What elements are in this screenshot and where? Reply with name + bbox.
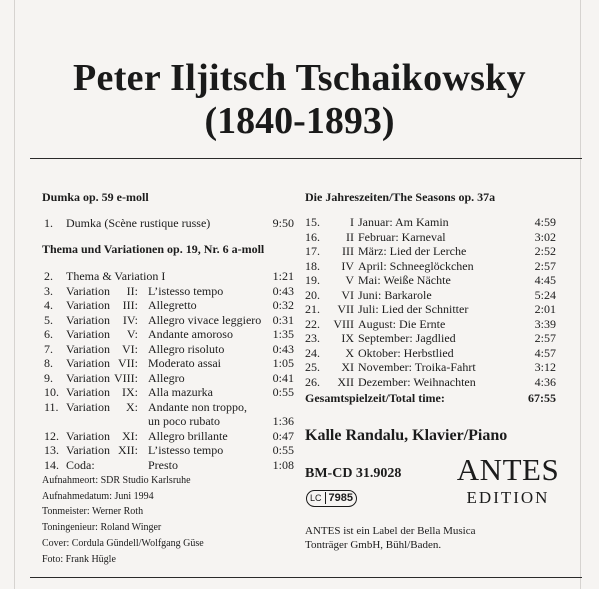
track-label: Variation — [66, 399, 110, 414]
total-time-label: Gesamtspielzeit/Total time: — [305, 391, 445, 405]
credit-line: Aufnahmeort: SDR Studio Karlsruhe — [42, 475, 191, 486]
track-title: August: Die Ernte — [358, 316, 446, 331]
track-label: Coda: — [66, 457, 95, 472]
track-variation-number: IV: — [122, 312, 138, 327]
track-tempo: L’istesso tempo — [148, 443, 224, 457]
track-title: November: Troika-Fahrt — [358, 360, 476, 374]
edition-logo: EDITION — [466, 488, 550, 507]
track-number: 23. — [305, 331, 320, 345]
track-variation-number: II: — [126, 283, 138, 298]
track-number: 4. — [44, 298, 53, 312]
track-label: Variation — [66, 356, 110, 370]
track-number: 9. — [44, 370, 53, 385]
bottom-divider — [30, 577, 582, 578]
track-number: 3. — [44, 283, 53, 298]
track-number: 19. — [305, 273, 320, 287]
track-time: 0:41 — [272, 370, 294, 385]
label-code-number: 7985 — [325, 492, 353, 504]
track-variation-number: XII: — [118, 443, 138, 457]
track-tempo: Allegro brillante — [148, 428, 228, 443]
track-time: 1:35 — [272, 327, 294, 341]
track-number: 11. — [44, 399, 59, 414]
track-time: 4:59 — [534, 215, 556, 229]
track-number: 20. — [305, 287, 320, 302]
track-time: 2:01 — [534, 302, 556, 316]
track-time: 0:43 — [272, 341, 294, 356]
track-title: April: Schneeglöckchen — [358, 258, 474, 273]
track-title: Dumka (Scène rustique russe) — [66, 216, 211, 230]
track-time: 0:43 — [272, 283, 294, 298]
track-tempo: Alla mazurka — [148, 385, 213, 399]
track-month-number: XII — [337, 374, 354, 389]
track-time: 5:24 — [534, 287, 556, 302]
track-number: 10. — [44, 385, 59, 399]
track-variation-number: IX: — [122, 385, 138, 399]
label-code-prefix: LC — [310, 493, 322, 503]
dumka-heading: Dumka op. 59 e-moll — [42, 190, 149, 204]
track-number: 1. — [44, 216, 53, 230]
track-number: 15. — [305, 215, 320, 229]
track-number: 18. — [305, 258, 320, 273]
track-time: 4:45 — [534, 273, 556, 287]
track-time: 0:55 — [272, 385, 294, 399]
track-number: 6. — [44, 327, 53, 341]
track-time: 3:12 — [534, 360, 556, 374]
track-tempo: Andante non troppo, — [148, 399, 247, 414]
track-time: 3:39 — [534, 316, 556, 331]
top-divider — [30, 158, 582, 159]
track-month-number: I — [350, 215, 354, 229]
track-month-number: IX — [341, 331, 354, 345]
track-number: 8. — [44, 356, 53, 370]
track-title: September: Jagdlied — [358, 331, 456, 345]
track-number: 14. — [44, 457, 59, 472]
track-title: Januar: Am Kamin — [358, 215, 449, 229]
track-title: Juni: Barkarole — [358, 287, 432, 302]
track-title: Juli: Lied der Schnitter — [358, 302, 469, 316]
track-variation-number: III: — [122, 298, 138, 312]
seasons-heading: Die Jahreszeiten/The Seasons op. 37a — [305, 190, 496, 204]
catalog-number: BM-CD 31.9028 — [305, 466, 402, 481]
track-time: 1:21 — [272, 269, 294, 283]
track-time: 0:55 — [272, 443, 294, 457]
credit-line: Cover: Cordula Gündell/Wolfgang Güse — [42, 537, 204, 549]
track-month-number: VII — [337, 302, 354, 316]
label-code-badge — [306, 490, 357, 506]
track-time: 2:52 — [534, 244, 556, 258]
track-tempo: Moderato assai — [148, 356, 221, 370]
track-tempo: Presto — [148, 457, 178, 472]
track-title: Mai: Weiße Nächte — [358, 273, 451, 287]
track-number: 22. — [305, 316, 320, 331]
track-number: 12. — [44, 428, 59, 443]
track-label: Thema & Variation I — [66, 269, 166, 283]
track-tempo: Allegro vivace leggiero — [148, 312, 262, 327]
track-month-number: IV — [341, 258, 354, 273]
credit-line: Aufnahmedatum: Juni 1994 — [42, 490, 154, 502]
track-tempo: Allegro — [148, 370, 185, 385]
track-tempo: Allegretto — [148, 298, 197, 312]
label-note-line-1: ANTES ist ein Label der Bella Musica — [305, 525, 476, 537]
track-month-number: II — [346, 229, 354, 244]
track-title: Februar: Karneval — [358, 229, 446, 244]
track-variation-number: VII: — [118, 356, 138, 370]
track-number: 24. — [305, 345, 320, 360]
track-number: 7. — [44, 341, 53, 356]
track-number: 13. — [44, 443, 59, 457]
track-variation-number: VI: — [122, 341, 138, 356]
track-number: 17. — [305, 244, 320, 258]
track-variation-number: XI: — [122, 428, 138, 443]
track-label: Variation — [66, 428, 110, 443]
track-label: Variation — [66, 312, 110, 327]
track-label: Variation — [66, 370, 110, 385]
track-month-number: VIII — [333, 316, 354, 331]
track-label: Variation — [66, 443, 110, 457]
label-note-line-2: Tonträger GmbH, Bühl/Baden. — [305, 539, 442, 551]
track-month-number: III — [342, 244, 354, 258]
track-tempo: L’istesso tempo — [148, 283, 224, 298]
thema-heading: Thema und Variationen op. 19, Nr. 6 a-moll — [42, 242, 265, 256]
performer: Kalle Randalu, Klavier/Piano — [305, 427, 508, 444]
total-time-value: 67:55 — [528, 391, 556, 405]
track-label: Variation — [66, 385, 110, 399]
track-month-number: V — [345, 273, 354, 287]
track-title: März: Lied der Lerche — [358, 244, 467, 258]
track-time: 0:32 — [272, 298, 294, 312]
track-number: 16. — [305, 229, 320, 244]
antes-logo: ANTES — [456, 452, 560, 487]
track-variation-number: X: — [126, 399, 138, 414]
track-time: 0:47 — [272, 428, 294, 443]
track-variation-number: VIII: — [114, 370, 138, 385]
track-number: 2. — [44, 269, 53, 283]
track-month-number: VI — [341, 287, 354, 302]
track-number: 25. — [305, 360, 320, 374]
track-time: 1:05 — [272, 356, 294, 370]
credit-line: Toningenieur: Roland Winger — [42, 522, 162, 534]
track-time: 4:36 — [534, 374, 556, 389]
composer-dates: (1840-1893) — [204, 100, 395, 142]
credit-line: Tonmeister: Werner Roth — [42, 506, 144, 518]
track-label: Variation — [66, 298, 110, 312]
track-month-number: X — [345, 345, 354, 360]
track-label: Variation — [66, 327, 110, 341]
composer-title: Peter Iljitsch Tschaikowsky — [73, 57, 526, 99]
track-number: 26. — [305, 374, 320, 389]
track-variation-number: V: — [126, 327, 138, 341]
track-tempo: Andante amoroso — [148, 327, 233, 341]
track-number: 21. — [305, 302, 320, 316]
track-label: Variation — [66, 341, 110, 356]
track-tempo: Allegro risoluto — [148, 341, 225, 356]
track-title: Oktober: Herbstlied — [358, 345, 454, 360]
track-number: 5. — [44, 312, 53, 327]
track-time: 1:08 — [272, 457, 294, 472]
track-time: 2:57 — [534, 331, 556, 345]
track-time: 2:57 — [534, 258, 556, 273]
track-month-number: XI — [341, 360, 354, 374]
track-label: Variation — [66, 283, 110, 298]
track-time: 4:57 — [534, 345, 556, 360]
track-time: 9:50 — [272, 216, 294, 230]
track-time: 3:02 — [534, 229, 556, 244]
track-title: Dezember: Weihnachten — [358, 374, 476, 389]
track-time: 1:36 — [272, 414, 294, 428]
credit-line: Foto: Frank Hügle — [42, 553, 116, 565]
track-tempo: un poco rubato — [148, 414, 220, 428]
track-time: 0:31 — [272, 312, 294, 327]
